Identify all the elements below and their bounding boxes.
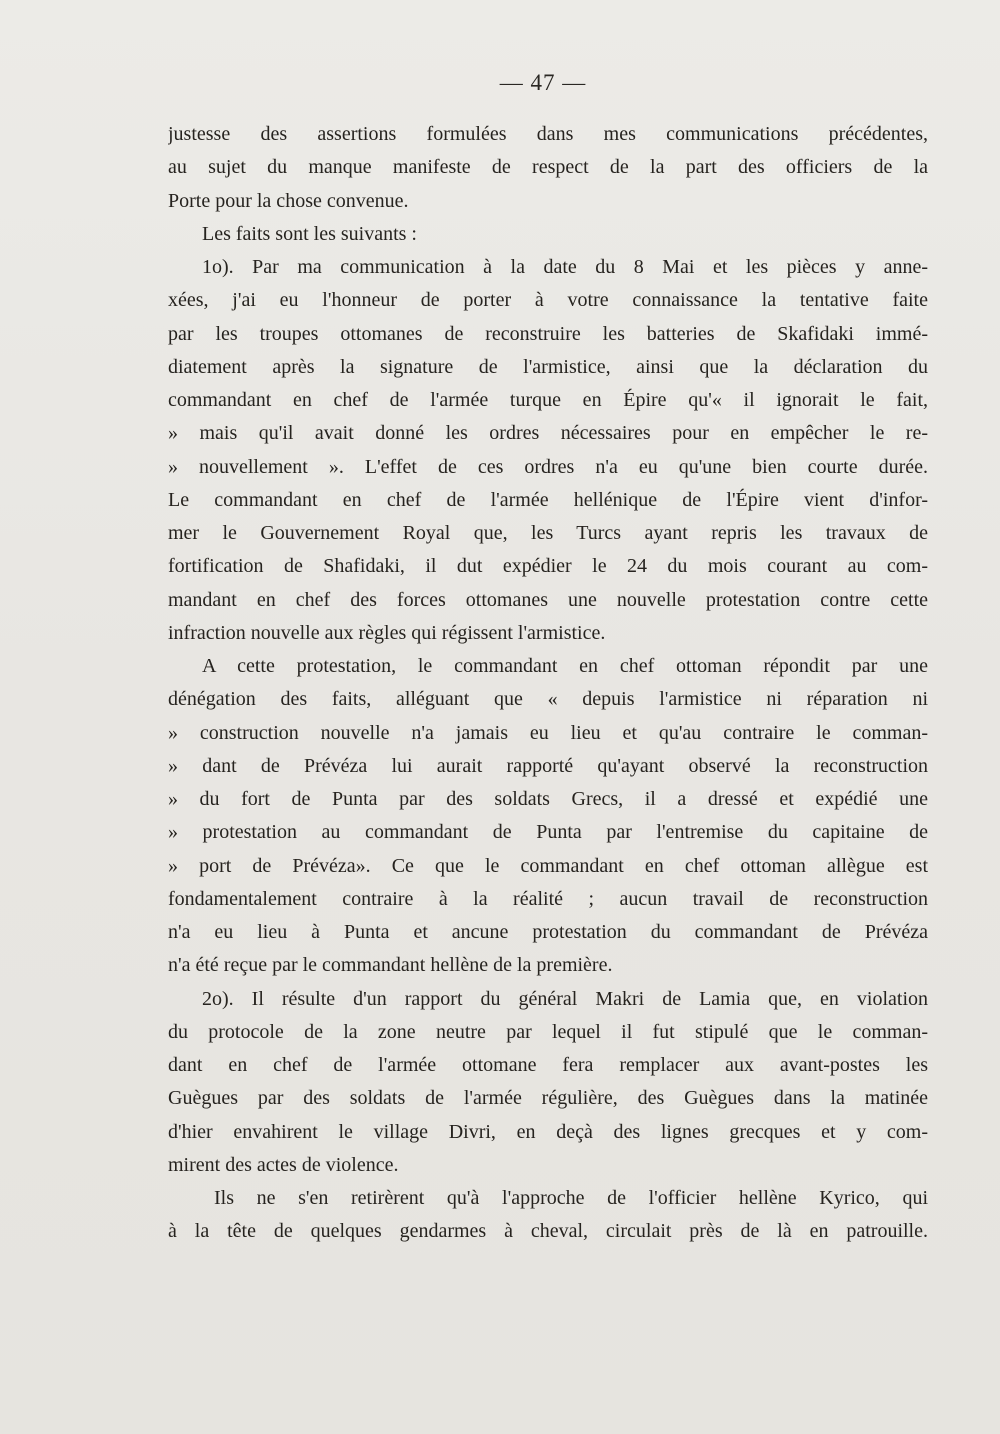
page-number: — 47 — [499, 70, 587, 95]
text-line: du protocole de la zone neutre par lequel il fut stipulé que le comman- [168, 1020, 928, 1043]
text-line: » nouvellement ». L'effet de ces ordres n'a eu qu'une bien courte durée. [168, 455, 928, 478]
text-line: infraction nouvelle aux règles qui régissent l'armistice. [168, 621, 606, 644]
text-line: mer le Gouvernement Royal que, les Turcs ayant repris les travaux de [168, 522, 928, 544]
text-line: xées, j'ai eu l'honneur de porter à votre connaissance la tentative faite [168, 289, 928, 312]
text-line: Guègues par des soldats de l'armée régulière, des Guègues dans la matinée [168, 1087, 928, 1110]
text-line: Ils ne s'en retirèrent qu'à l'approche de l'officier hellène Kyrico, qui [214, 1187, 928, 1209]
text-line: diatement après la signature de l'armistice, ainsi que la déclaration du [168, 355, 928, 378]
text-line: justesse des assertions formulées dans mes communications précédentes, [168, 123, 928, 145]
text-line: » protestation au commandant de Punta par l'entremise du capitaine de [168, 821, 928, 844]
text-line: » port de Prévéza». Ce que le commandant en chef ottoman allègue est [168, 854, 928, 877]
text-line: Porte pour la chose convenue. [168, 189, 409, 212]
text-line: commandant en chef de l'armée turque en Épire qu'« il ignorait le fait, [168, 389, 928, 411]
text-line: » mais qu'il avait donné les ordres nécessaires pour en empêcher le re- [168, 422, 928, 445]
text-line: d'hier envahirent le village Divri, en deçà des lignes grecques et y com- [168, 1120, 928, 1143]
text-line: au sujet du manque manifeste de respect de la part des officiers de la [168, 156, 928, 179]
text-line: n'a eu lieu à Punta et ancune protestation du commandant de Prévéza [168, 921, 928, 943]
text-line: mirent des actes de violence. [168, 1153, 399, 1176]
text-line: fortification de Shafidaki, il dut expédier le 24 du mois courant au com- [168, 555, 928, 578]
text-line: à la tête de quelques gendarmes à cheval, circulait près de là en patrouille. [168, 1220, 928, 1243]
text-line: mandant en chef des forces ottomanes une nouvelle protestation contre cette [168, 588, 928, 611]
text-line: » du fort de Punta par des soldats Grecs, il a dressé et expédié une [168, 788, 928, 810]
body-text [168, 118, 928, 1249]
text-line: dant en chef de l'armée ottomane fera remplacer aux avant-postes les [168, 1054, 928, 1076]
text-line: » construction nouvelle n'a jamais eu lieu et qu'au contraire le comman- [168, 721, 928, 744]
text-line: 1o). Par ma communication à la date du 8 Mai et les pièces y anne- [202, 256, 928, 278]
text-line: 2o). Il résulte d'un rapport du général Makri de Lamia que, en violation [202, 987, 928, 1010]
text-line: Les faits sont les suivants : [202, 222, 417, 245]
text-line: » dant de Prévéza lui aurait rapporté qu'ayant observé la reconstruction [168, 754, 928, 777]
text-line: Le commandant en chef de l'armée hellénique de l'Épire vient d'infor- [168, 488, 928, 511]
text-line: par les troupes ottomanes de reconstruire les batteries de Skafidaki immé- [168, 322, 928, 345]
text-line: A cette protestation, le commandant en chef ottoman répondit par une [202, 655, 928, 677]
text-line: dénégation des faits, alléguant que « depuis l'armistice ni réparation ni [168, 688, 928, 711]
text-line: fondamentalement contraire à la réalité ; aucun travail de reconstruction [168, 887, 928, 910]
text-line: n'a été reçue par le commandant hellène de la première. [168, 954, 613, 977]
